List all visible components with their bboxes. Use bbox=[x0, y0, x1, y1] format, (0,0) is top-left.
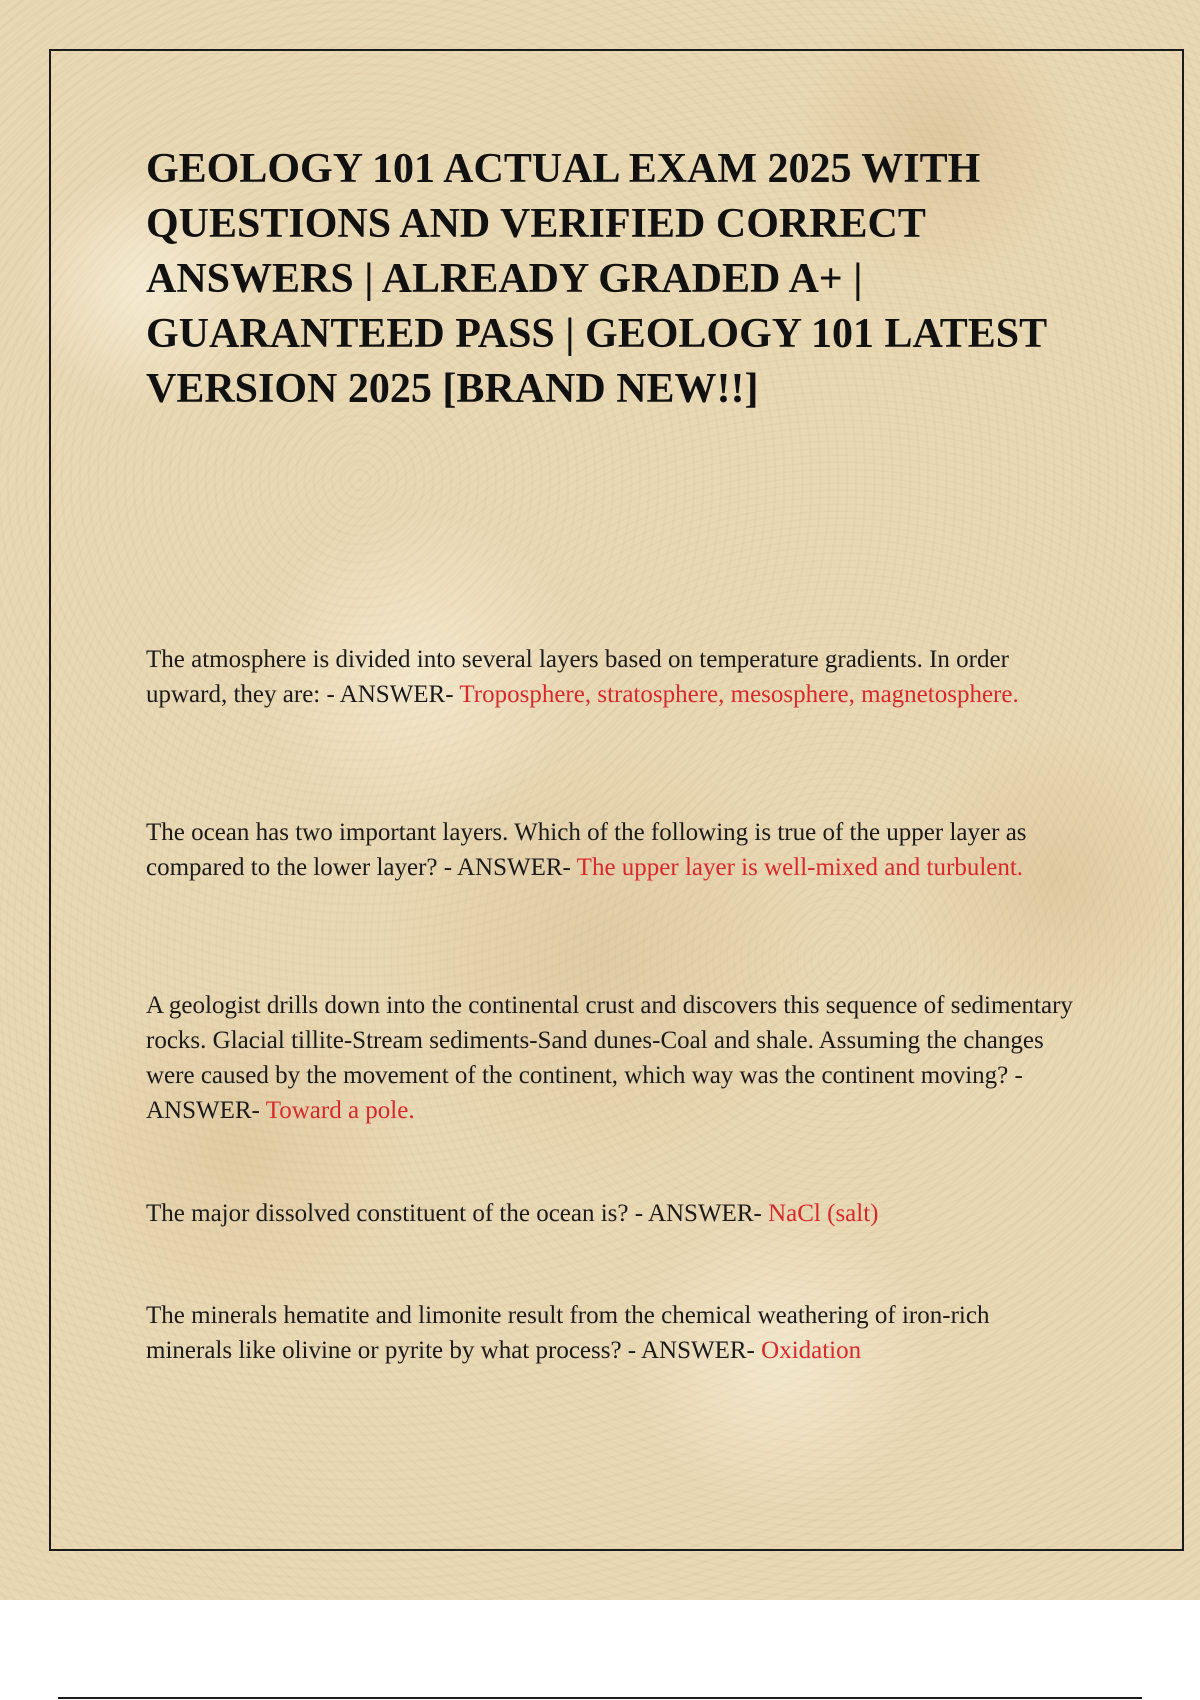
qa-item bbox=[146, 815, 1076, 885]
answer-text: Oxidation bbox=[761, 1337, 862, 1364]
qa-item bbox=[146, 642, 1076, 712]
answer-text: The upper layer is well-mixed and turbulent. bbox=[576, 854, 1024, 881]
bottom-divider bbox=[58, 1697, 1142, 1699]
question-text: A geologist drills down into the continental crust and discovers this sequence of sedimentary rocks. Glacial tillite-Stream sediments-Sand dunes-Coal and shale. Assuming the changes were caused by the movement of the continent, which way was the continent moving? - ANSWER- bbox=[146, 992, 1073, 1124]
answer-text: Toward a pole. bbox=[265, 1097, 415, 1124]
qa-item bbox=[146, 1196, 1076, 1231]
question-text: The atmosphere is divided into several layers based on temperature gradients. In order upward, they are: - ANSWER- bbox=[146, 646, 1009, 708]
answer-text: Troposphere, stratosphere, mesosphere, magnetosphere. bbox=[459, 681, 1019, 708]
qa-item bbox=[146, 988, 1076, 1128]
answer-text: NaCl (salt) bbox=[768, 1200, 879, 1227]
question-text: The ocean has two important layers. Which of the following is true of the upper layer as compared to the lower layer? - ANSWER- bbox=[146, 819, 1027, 881]
document-title: GEOLOGY 101 ACTUAL EXAM 2025 WITH QUESTIONS AND VERIFIED CORRECT ANSWERS | ALREADY GRADED A+ | GUARANTEED PASS | GEOLOGY 101 LATEST VERSION 2025 [BRAND NEW!!] bbox=[146, 146, 1047, 412]
question-text: The major dissolved constituent of the ocean is? - ANSWER- bbox=[146, 1200, 762, 1227]
qa-item bbox=[146, 1298, 1076, 1368]
question-text: The minerals hematite and limonite result from the chemical weathering of iron-rich minerals like olivine or pyrite by what process? - ANSWER- bbox=[146, 1302, 990, 1364]
